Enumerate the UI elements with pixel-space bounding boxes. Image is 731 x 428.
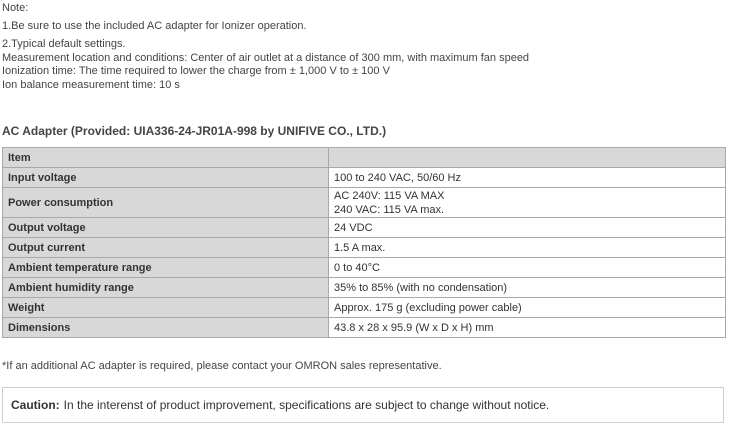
spec-table [2, 147, 726, 338]
row-label: Input voltage [3, 168, 329, 188]
row-value-line: 240 VAC: 115 VA max. [334, 203, 445, 216]
header-item: Item [3, 148, 329, 168]
row-value: 24 VDC [329, 218, 726, 238]
notes-title: Note: [2, 2, 29, 14]
table-row [3, 168, 726, 188]
row-label: Output voltage [3, 218, 329, 238]
table-header-row [3, 148, 726, 168]
header-value [329, 148, 726, 168]
row-label: Output current [3, 238, 329, 258]
row-value: 0 to 40°C [329, 258, 726, 278]
row-label: Dimensions [3, 318, 329, 338]
row-value: 43.8 x 28 x 95.9 (W x D x H) mm [329, 318, 726, 338]
row-label: Power consumption [3, 188, 329, 218]
table-row [3, 188, 726, 218]
row-value [329, 188, 726, 218]
notes-block [2, 2, 529, 92]
note-line: Ion balance measurement time: 10 s [2, 78, 180, 91]
row-label: Ambient temperature range [3, 258, 329, 278]
table-row [3, 298, 726, 318]
footnote: *If an additional AC adapter is required, please contact your OMRON sales representative. [2, 360, 442, 372]
section-title: AC Adapter (Provided: UIA336-24-JR01A-998 by UNIFIVE CO., LTD.) [2, 124, 387, 138]
row-value: Approx. 175 g (excluding power cable) [329, 298, 726, 318]
caution-label: Caution: [11, 398, 60, 412]
row-label: Weight [3, 298, 329, 318]
table-row [3, 258, 726, 278]
caution-box [2, 387, 724, 423]
row-value: 1.5 A max. [329, 238, 726, 258]
table-row [3, 218, 726, 238]
note-line: 1.Be sure to use the included AC adapter for Ionizer operation. [2, 19, 307, 32]
table-row [3, 238, 726, 258]
caution-text: In the interenst of product improvement, specifications are subject to change without notice. [63, 398, 550, 412]
row-label: Ambient humidity range [3, 278, 329, 298]
note-line: Ionization time: The time required to lower the charge from ± 1,000 V to ± 100 V [2, 65, 390, 77]
row-value: 35% to 85% (with no condensation) [329, 278, 726, 298]
row-value-line: AC 240V: 115 VA MAX [334, 189, 445, 202]
note-line: Measurement location and conditions: Center of air outlet at a distance of 300 mm, with maximum fan speed [2, 51, 530, 64]
note-line: 2.Typical default settings. [2, 38, 126, 50]
table-row [3, 318, 726, 338]
table-row [3, 278, 726, 298]
row-value: 100 to 240 VAC, 50/60 Hz [329, 168, 726, 188]
